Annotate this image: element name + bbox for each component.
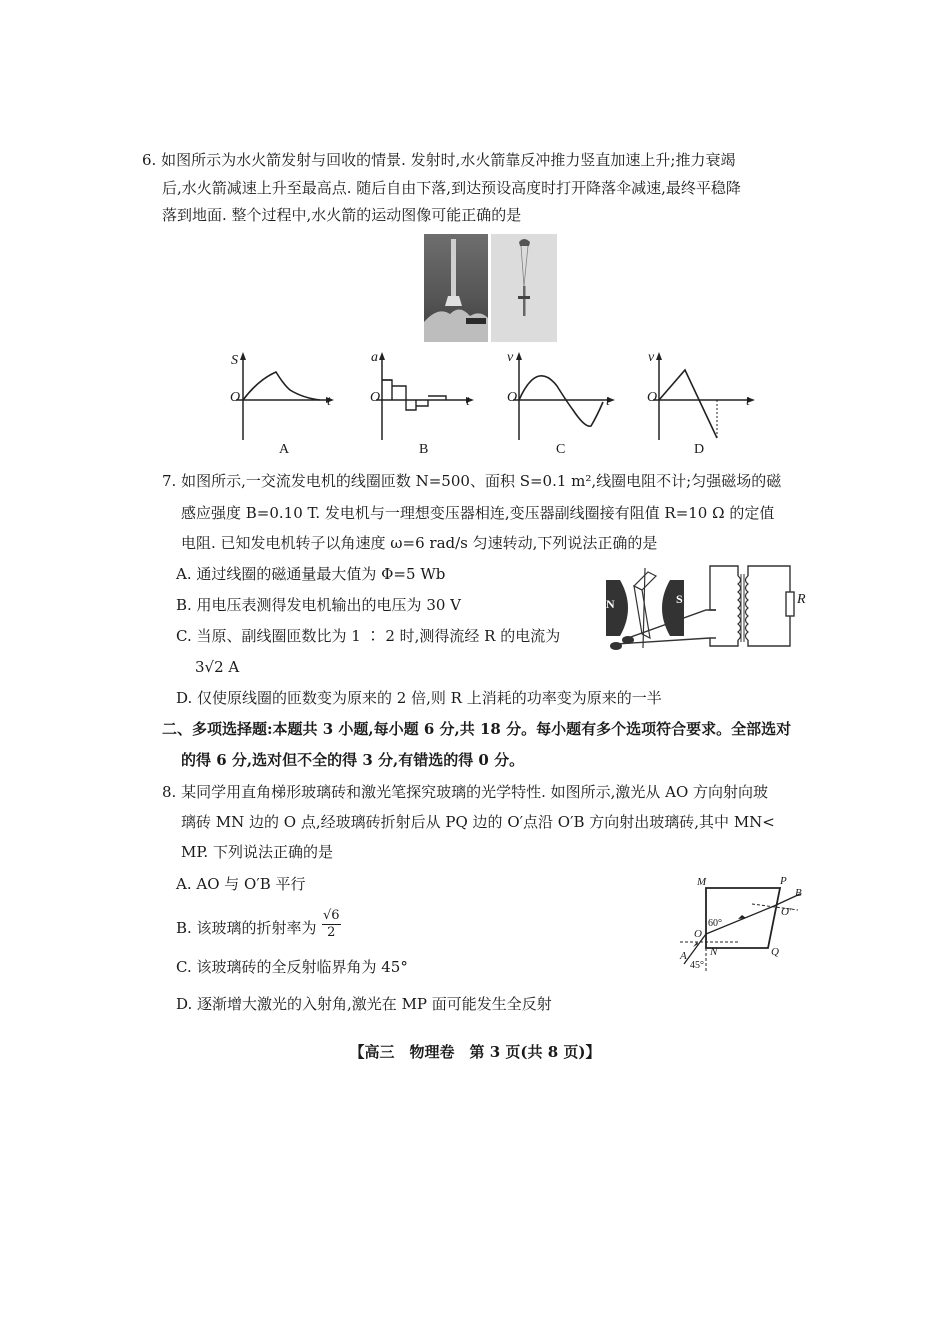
rocket-launch-photo [424, 234, 488, 342]
q7-option-a: A. 通过线圈的磁通量最大值为 Φ=5 Wb [176, 565, 446, 583]
graph-c-xlabel: t [606, 394, 610, 409]
q6-line-1: 6. 如图所示为水火箭发射与回收的情景. 发射时,水火箭靠反冲推力竖直加速上升;推力衰竭 [142, 151, 736, 169]
q6-line-2: 后,水火箭减速上升至最高点. 随后自由下落,到达预设高度时打开降落伞减速,最终平稳降 [162, 179, 741, 197]
graph-a-xlabel: t [327, 394, 331, 409]
q8-line-3: MP. 下列说法正确的是 [181, 843, 333, 861]
q7-option-c: C. 当原、副线圈匝数比为 1 ∶ 2 时,测得流经 R 的电流为 [176, 627, 561, 645]
q8-line-1: 8. 某同学用直角梯形玻璃砖和激光笔探究玻璃的光学特性. 如图所示,激光从 AO 方向射向玻 [162, 783, 769, 801]
q7-option-c-cont: 3√2 A [195, 658, 240, 676]
q8-option-c: C. 该玻璃砖的全反射临界角为 45° [176, 958, 408, 976]
graph-c [505, 350, 620, 449]
angle-60-label: 60° [708, 918, 722, 929]
graph-d-caption: D [694, 442, 705, 457]
graph-c-ylabel: v [507, 350, 514, 365]
resistor-label: R [797, 592, 806, 607]
graph-b [370, 350, 480, 449]
q7-line-3: 电阻. 已知发电机转子以角速度 ω=6 rad/s 匀速转动,下列说法正确的是 [181, 534, 658, 552]
section2-heading-2: 的得 6 分,选对但不全的得 3 分,有错选的得 0 分。 [181, 751, 525, 769]
q8-option-a: A. AO 与 O′B 平行 [176, 875, 306, 893]
q7-line-1: 7. 如图所示,一交流发电机的线圈匝数 N=500、面积 S=0.1 m²,线圈电阻不计;匀强磁场的磁 [162, 472, 782, 490]
q7-line-2: 感应强度 B=0.10 T. 发电机与一理想变压器相连,变压器副线圈接有阻值 R=10 Ω 的定值 [181, 504, 775, 522]
point-m-label: M [697, 876, 707, 888]
graph-c-origin: O [507, 390, 518, 405]
point-p-label: P [780, 875, 787, 887]
magnet-north-label: N [606, 597, 615, 611]
graph-d [645, 350, 760, 449]
graph-b-ylabel: a [371, 350, 378, 365]
graph-a-ylabel: S [231, 353, 238, 368]
graph-b-xlabel: t [466, 394, 470, 409]
section2-heading-1: 二、多项选择题:本题共 3 小题,每小题 6 分,共 18 分。每小题有多个选项符合要求。全部选对 [162, 720, 792, 738]
angle-45-label: 45° [690, 960, 704, 971]
fraction-denominator: 2 [327, 925, 336, 940]
graph-a-caption: A [279, 442, 290, 457]
point-q-label: Q [771, 946, 779, 958]
point-n-label: N [710, 946, 718, 958]
point-o-label: O [694, 928, 702, 940]
rocket-parachute-photo [491, 234, 557, 342]
q6-line-3: 落到地面. 整个过程中,水火箭的运动图像可能正确的是 [162, 206, 522, 224]
q8-option-b: B. 该玻璃的折射率为 [176, 919, 317, 937]
magnet-south-label: S [676, 592, 683, 606]
graph-a-origin: O [230, 390, 241, 405]
generator-transformer-figure [598, 558, 813, 658]
point-a-label: A [680, 950, 687, 962]
refractive-index-fraction [322, 908, 341, 941]
q7-option-d: D. 仅使原线圈的匝数变为原来的 2 倍,则 R 上消耗的功率变为原来的一半 [176, 689, 662, 707]
graph-d-origin: O [647, 390, 658, 405]
q8-line-2: 璃砖 MN 边的 O 点,经玻璃砖折射后从 PQ 边的 O′点沿 O′B 方向射出玻璃砖,其中 MN< [181, 813, 775, 831]
graph-b-origin: O [370, 390, 381, 405]
point-b-label: B [795, 887, 802, 899]
q7-option-b: B. 用电压表测得发电机输出的电压为 30 V [176, 596, 462, 614]
graph-d-xlabel: t [746, 394, 750, 409]
q8-option-d: D. 逐渐增大激光的入射角,激光在 MP 面可能发生全反射 [176, 995, 552, 1013]
graph-d-ylabel: v [648, 350, 655, 365]
page-footer: 【高三 物理卷 第 3 页(共 8 页)】 [349, 1043, 601, 1061]
point-o-prime-label: O′ [781, 906, 792, 918]
graph-c-caption: C [556, 442, 566, 457]
graph-b-caption: B [419, 442, 429, 457]
graph-a [228, 350, 338, 449]
fraction-numerator: √6 [323, 908, 340, 923]
